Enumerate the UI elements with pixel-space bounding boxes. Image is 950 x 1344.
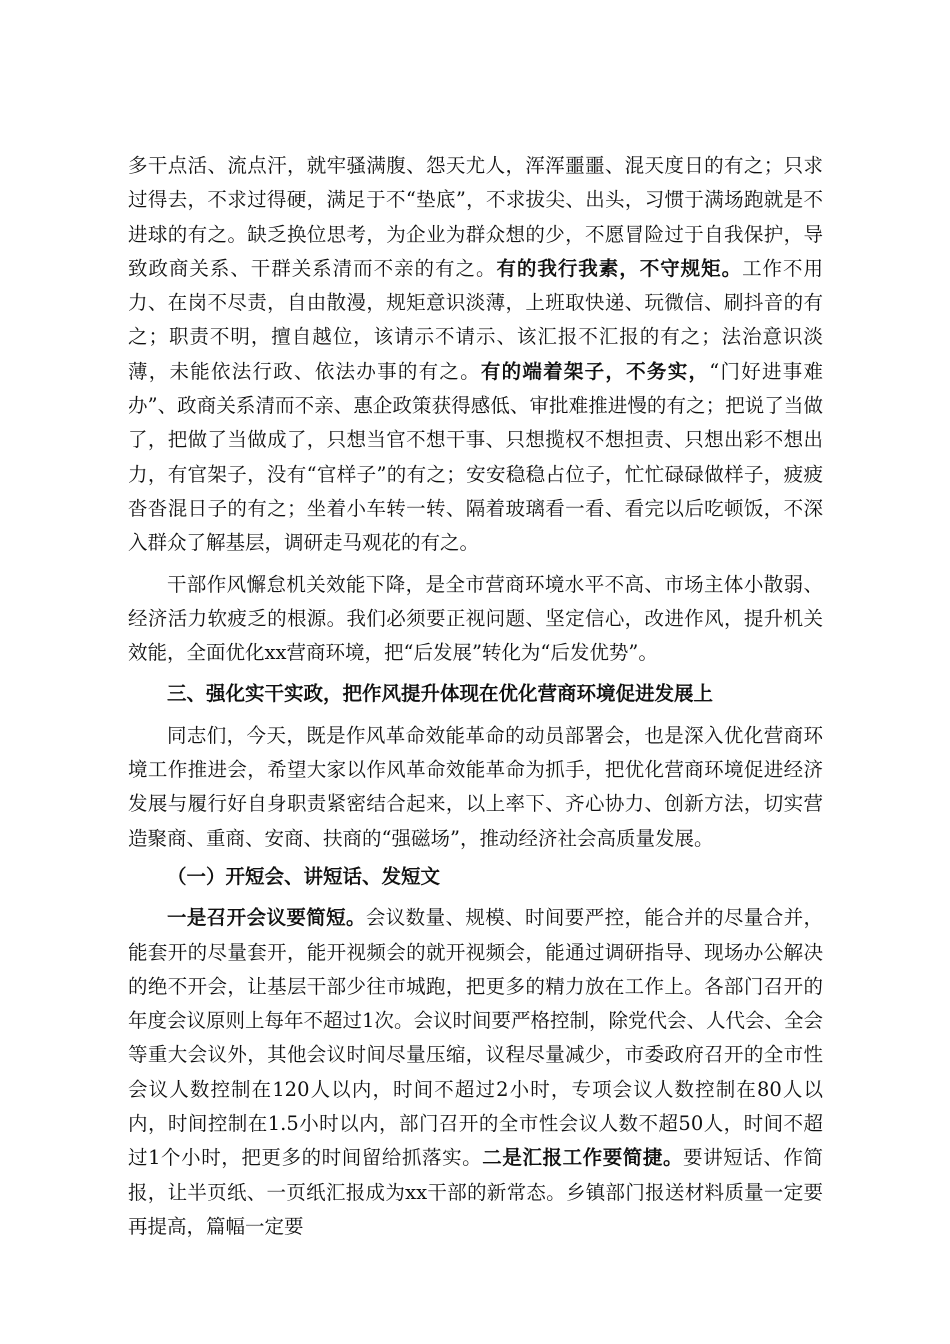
paragraph-text: 会议数量、规模、时间要严控，能合并的尽量合并，能套开的尽量套开，能开视频会的就开视频会，能通过调研指导、现场办公解决的绝不开会，让基层干部少往市城跑，把更多的精力放在工作上。各部门召开的年度会议原则上每年不超过1次。会议时间要严格控制，除党代会、人代会、全会等重大会议外，其他会议时间尽量压缩，议程尽量减少，市委政府召开的全市性会议人数控制在120人以内，时间不超过2小时，专项会议人数控制在80人以内，时间控制在1.5小时以内，部门召开的全市性会议人数不超50人，时间不超过1个小时，把更多的时间留给抓落实。 [128, 906, 823, 1170]
subheading-short-meetings: （一）开短会、讲短话、发短文 [167, 864, 441, 888]
paragraph-text: 要讲短话、作简报，让半页纸、一页纸汇报成为xx干部的新常态。乡镇部门报送材料质量一定要再提高，篇幅一定要 [128, 1146, 823, 1238]
paragraph-text: “门好进事难办”、政商关系清而不亲、惠企政策获得感低、审批难推进慢的有之；把说了当做了，把做了当做成了，只想当官不想干事、只想揽权不想担责、只想出彩不想出力，有官架子，没有“官样子”的有之；安安稳稳占位子，忙忙碌碌做样子，疲疲沓沓混日子的有之；坐着小车转一转、隔着玻璃看一看、看完以后吃顿饭，不深入群众了解基层，调研走马观花的有之。 [128, 359, 823, 555]
paragraph-text: 多干点活、流点汗，就牢骚满腹、怨天尤人，浑浑噩噩、混天度日的有之；只求过得去，不求过得硬，满足于不“垫底”，不求拔尖、出头，习惯于满场跑就是不进球的有之。缺乏换位思考，为企业为群众想的少，不愿冒险过于自我保护，导致政商关系、干群关系清而不亲的有之。 [128, 154, 823, 280]
section-heading-3: 三、强化实干实政，把作风提升体现在优化营商环境促进发展上 [167, 682, 714, 706]
bold-phrase: 有的端着架子，不务实， [480, 359, 710, 383]
bold-phrase: 二是汇报工作要简捷。 [482, 1146, 684, 1170]
document-body [128, 149, 823, 1244]
paragraph-problems [128, 149, 823, 561]
paragraph-root-cause: 干部作风懈怠机关效能下降，是全市营商环境水平不高、市场主体小散弱、经济活力软疲乏的根源。我们必须要正视问题、坚定信心，改进作风，提升机关效能，全面优化xx营商环境，把“后发展”转化为“后发优势”。 [128, 572, 823, 665]
bold-phrase: 一是召开会议要简短。 [167, 906, 366, 930]
paragraph-meetings [128, 901, 823, 1244]
paragraph-address: 同志们，今天，既是作风革命效能革命的动员部署会，也是深入优化营商环境工作推进会，希望大家以作风革命效能革命为抓手，把优化营商环境促进经济发展与履行好自身职责紧密结合起来，以上率下、齐心协力、创新方法，切实营造聚商、重商、安商、扶商的“强磁场”，推动经济社会高质量发展。 [128, 723, 823, 850]
bold-phrase: 有的我行我素，不守规矩。 [496, 256, 743, 280]
paragraph-text: 工作不用力、在岗不尽责，自由散漫，规矩意识淡薄，上班取快递、玩微信、刷抖音的有之；职责不明，擅自越位，该请示不请示、该汇报不汇报的有之；法治意识淡薄，未能依法行政、依法办事的有之。 [128, 256, 823, 383]
